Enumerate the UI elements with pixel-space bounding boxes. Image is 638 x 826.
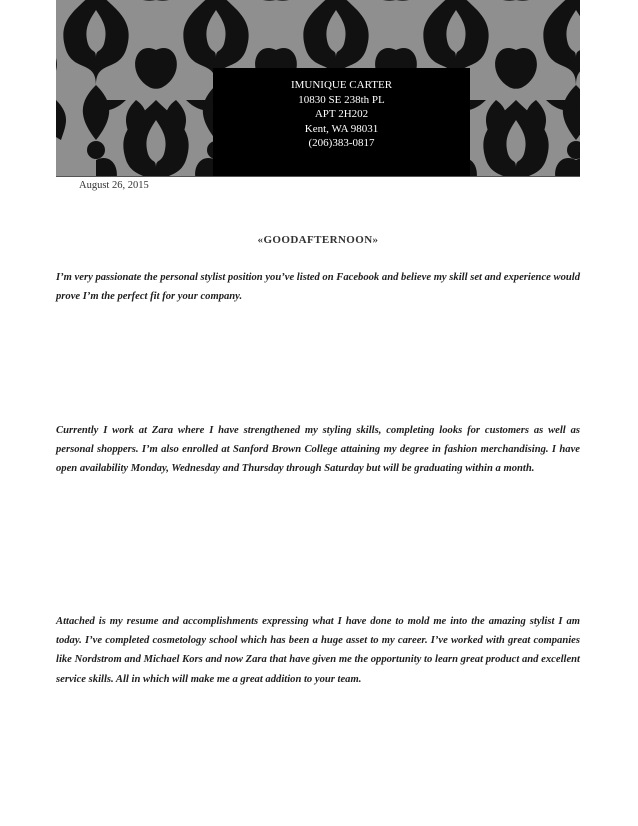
letter-salutation: «GOODAFTERNOON» [257, 234, 379, 246]
header-divider [56, 176, 580, 177]
letter-date: August 26, 2015 [79, 180, 149, 191]
sender-apartment: APT 2H202 [314, 108, 369, 120]
sender-address-block [213, 68, 470, 176]
sender-name: IMUNIQUE CARTER [290, 79, 393, 91]
letter-paragraph-3: Attached is my resume and accomplishments expressing what I have done to mold me into the amazing stylist I am today. I’ve completed cosmetology school which has been a huge asset to my career. I’ve worked with great companies like Nordstrom and Michael Kors and now Zara that have given me the opportunity to learn great product and excellent service skills. All in which will make me a great addition to your team. [56, 616, 580, 685]
sender-phone: (206)383-0817 [308, 137, 375, 149]
sender-street: 10830 SE 238th PL [298, 93, 385, 106]
letter-paragraph-2: Currently I work at Zara where I have strengthened my styling skills, completing looks for customers as well as personal shoppers. I’m also enrolled at Sanford Brown College attaining my degree in fashion merchandising. I have open availability Monday, Wednesday and Thursday through Saturday but will be graduating within a month. [56, 425, 580, 475]
sender-city-state-zip: Kent, WA 98031 [304, 122, 379, 135]
letter-paragraph-1: I’m very passionate the personal stylist position you’ve listed on Facebook and believe my skill set and experience would prove I’m the perfect fit for your company. [56, 272, 580, 303]
